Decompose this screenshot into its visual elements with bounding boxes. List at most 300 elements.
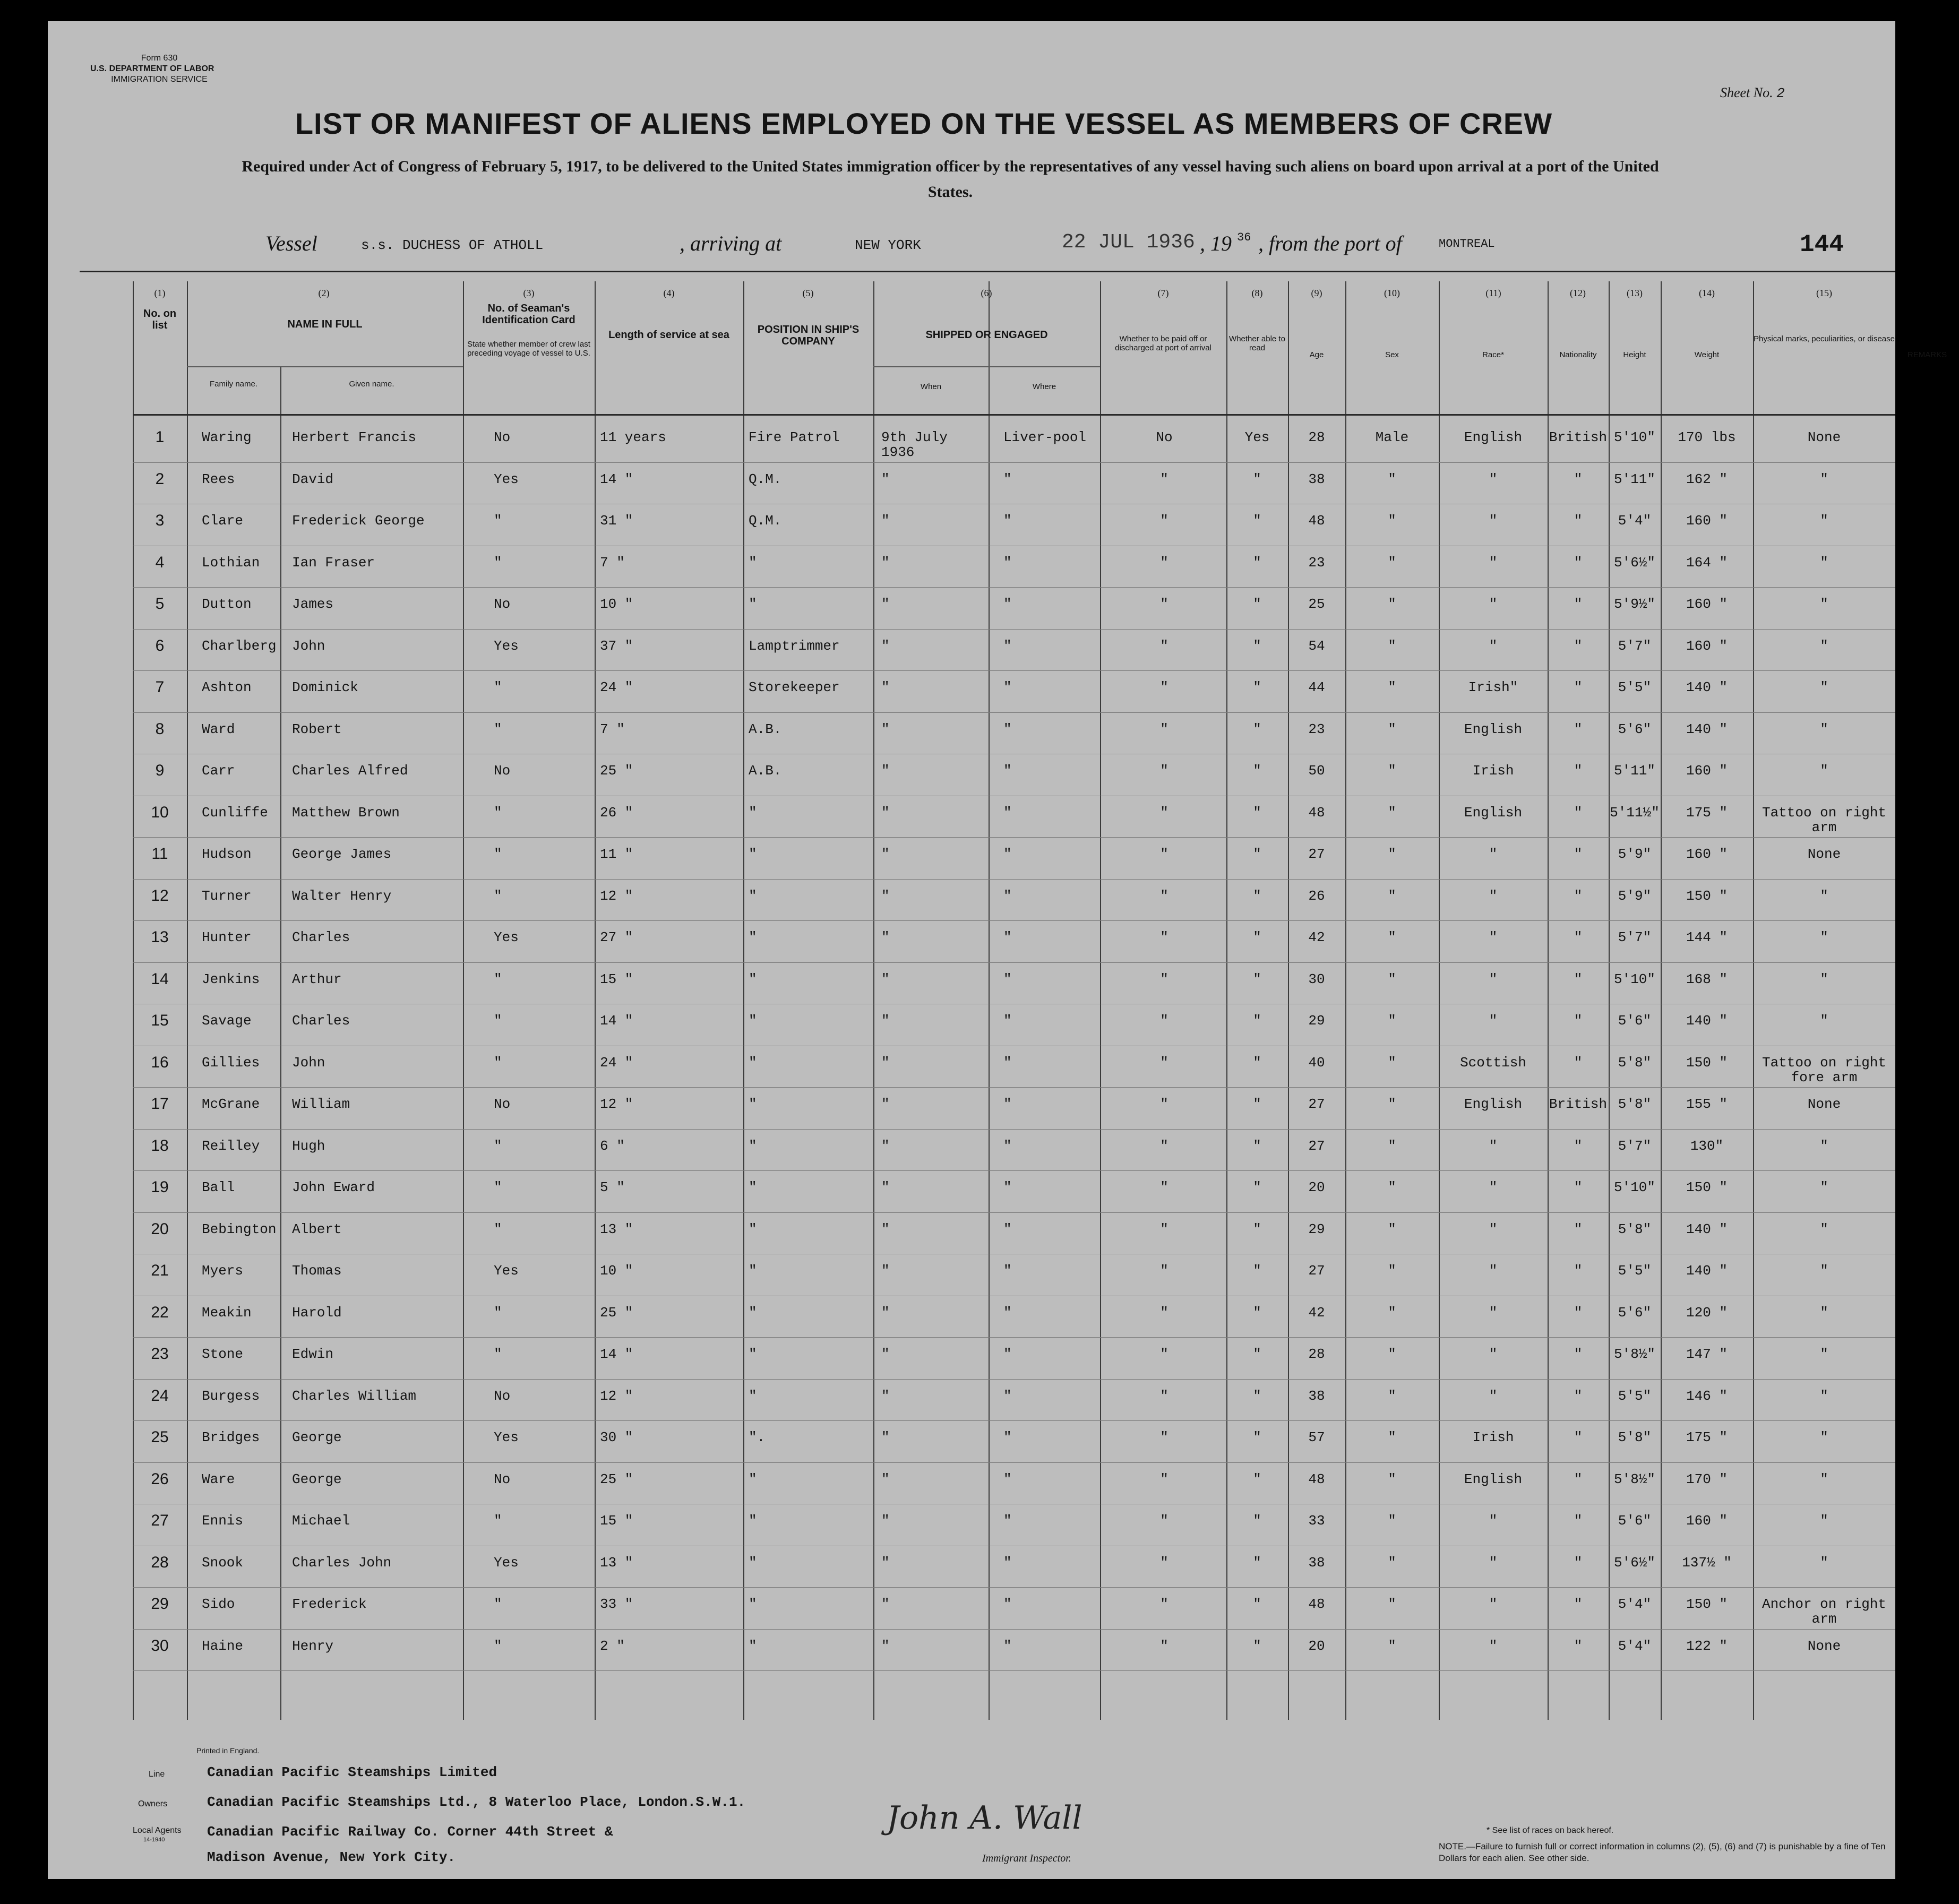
cell-len: 10 " (600, 1263, 633, 1279)
cell-len: 27 " (600, 929, 633, 945)
cell-sex: " (1388, 1471, 1396, 1487)
table-row (133, 1222, 1895, 1254)
cell-age: 48 (1308, 1596, 1325, 1612)
cell-len: 12 " (600, 888, 633, 904)
cell-sex: " (1388, 1513, 1396, 1529)
cell-family: Savage (202, 1013, 252, 1029)
cell-c3: Yes (494, 1263, 519, 1279)
cell-nat: " (1574, 1429, 1583, 1445)
cell-age: 57 (1308, 1429, 1325, 1445)
cell-pos: " (749, 1054, 757, 1071)
cell-height: 5'6" (1618, 1304, 1652, 1321)
cell-age: 38 (1308, 1388, 1325, 1404)
printed-note: Printed in England. (196, 1746, 260, 1755)
cell-read: " (1253, 1596, 1261, 1612)
cell-sex: " (1388, 804, 1396, 821)
column-number: (5) (802, 288, 814, 298)
cell-len: 31 " (600, 513, 633, 529)
cell-race: English (1464, 429, 1523, 445)
cell-where: " (1003, 929, 1012, 945)
cell-no: 27 (151, 1512, 169, 1529)
column-number: (12) (1570, 288, 1586, 298)
cell-no: 29 (151, 1595, 169, 1613)
cell-pos: Q.M. (749, 513, 782, 529)
cell-paid: " (1160, 888, 1168, 904)
cell-height: 5'6" (1618, 721, 1652, 737)
cell-len: 30 " (600, 1429, 633, 1445)
cell-no: 17 (151, 1095, 169, 1113)
cell-where: " (1003, 1638, 1012, 1654)
cell-where: " (1003, 1346, 1012, 1362)
cell-race: " (1489, 971, 1498, 987)
cell-height: 5'8" (1618, 1096, 1652, 1112)
cell-no: 25 (151, 1428, 169, 1446)
row-line (133, 1212, 1895, 1213)
cell-read: Yes (1244, 429, 1270, 445)
cell-when: " (881, 1096, 890, 1112)
cell-read: " (1253, 1554, 1261, 1571)
header-paid-off: Whether to be paid off or discharged at port of arrival (1115, 334, 1212, 352)
cell-marks: " (1820, 1304, 1828, 1321)
cell-len: 25 " (600, 1304, 633, 1321)
row-line (133, 1629, 1895, 1630)
cell-read: " (1253, 513, 1261, 529)
table-row (133, 722, 1895, 754)
cell-marks: None (1807, 1638, 1841, 1654)
cell-nat: " (1574, 1304, 1583, 1321)
cell-pos: A.B. (749, 763, 782, 779)
cell-nat: " (1574, 1388, 1583, 1404)
page-title: LIST OR MANIFEST OF ALIENS EMPLOYED ON THE VESSEL AS MEMBERS OF CREW (295, 107, 1553, 140)
cell-no: 7 (155, 678, 165, 696)
cell-height: 5'5" (1618, 1263, 1652, 1279)
row-line (133, 920, 1895, 921)
cell-sex: " (1388, 471, 1396, 487)
cell-height: 5'5" (1618, 1388, 1652, 1404)
table-row (133, 1180, 1895, 1212)
cell-weight: 137½ " (1682, 1554, 1732, 1571)
cell-c3: No (494, 763, 511, 779)
cell-nat: " (1574, 1013, 1583, 1029)
cell-marks: " (1820, 1388, 1828, 1404)
row-line (133, 1587, 1895, 1588)
cell-sex: " (1388, 513, 1396, 529)
cell-pos: " (749, 804, 757, 821)
cell-paid: " (1160, 763, 1168, 779)
cell-height: 5'6" (1618, 1013, 1652, 1029)
column-number: (10) (1384, 288, 1400, 298)
cell-height: 5'7" (1618, 929, 1652, 945)
cell-weight: 144 " (1686, 929, 1728, 945)
cell-where: " (1003, 1013, 1012, 1029)
cell-pos: " (749, 929, 757, 945)
cell-given: Charles (292, 1013, 350, 1029)
cell-weight: 150 " (1686, 1054, 1728, 1071)
cell-weight: 150 " (1686, 888, 1728, 904)
cell-where: " (1003, 1388, 1012, 1404)
cell-height: 5'8" (1618, 1054, 1652, 1071)
cell-family: Ennis (202, 1513, 244, 1529)
cell-age: 48 (1308, 804, 1325, 821)
cell-given: Charles (292, 929, 350, 945)
cell-len: 14 " (600, 471, 633, 487)
header-race: Race* (1482, 350, 1504, 359)
cell-where: " (1003, 471, 1012, 487)
cell-age: 29 (1308, 1013, 1325, 1029)
cell-c3: " (494, 1513, 502, 1529)
cell-len: 15 " (600, 971, 633, 987)
cell-given: Matthew Brown (292, 804, 400, 821)
cell-paid: " (1160, 596, 1168, 612)
cell-c3: " (494, 1346, 502, 1362)
cell-sex: " (1388, 596, 1396, 612)
cell-c3: Yes (494, 929, 519, 945)
punch-hole (22, 1683, 44, 1704)
cell-height: 5'7" (1618, 637, 1652, 654)
cell-nat: " (1574, 1221, 1583, 1237)
cell-len: 12 " (600, 1388, 633, 1404)
cell-sex: " (1388, 554, 1396, 571)
cell-age: 30 (1308, 971, 1325, 987)
table-row (133, 972, 1895, 1004)
cell-height: 5'4" (1618, 513, 1652, 529)
cell-race: " (1489, 1638, 1498, 1654)
cell-read: " (1253, 1138, 1261, 1154)
cell-when: " (881, 1388, 890, 1404)
cell-no: 14 (151, 970, 169, 988)
cell-given: David (292, 471, 334, 487)
cell-paid: " (1160, 637, 1168, 654)
cell-len: 24 " (600, 679, 633, 695)
cell-where: " (1003, 554, 1012, 571)
cell-pos: " (749, 1596, 757, 1612)
cell-where: " (1003, 1513, 1012, 1529)
cell-marks: None (1807, 1096, 1841, 1112)
cell-len: 26 " (600, 804, 633, 821)
cell-sex: " (1388, 1304, 1396, 1321)
cell-height: 5'10" (1613, 429, 1655, 445)
cell-given: Charles Alfred (292, 763, 408, 779)
cell-weight: 147 " (1686, 1346, 1728, 1362)
cell-read: " (1253, 1179, 1261, 1195)
cell-weight: 130" (1690, 1138, 1724, 1154)
row-line (133, 1087, 1895, 1088)
row-line (133, 1379, 1895, 1380)
line-label: Line (149, 1770, 165, 1779)
column-number: (3) (523, 288, 535, 298)
cell-when: " (881, 1221, 890, 1237)
cell-marks: " (1820, 596, 1828, 612)
cell-when: " (881, 1263, 890, 1279)
cell-when: " (881, 888, 890, 904)
cell-nat: " (1574, 721, 1583, 737)
cell-where: " (1003, 1096, 1012, 1112)
punch-hole (22, 249, 44, 271)
cell-weight: 170 " (1686, 1471, 1728, 1487)
cell-nat: " (1574, 1263, 1583, 1279)
cell-family: Ware (202, 1471, 235, 1487)
cell-when: " (881, 513, 890, 529)
cell-weight: 175 " (1686, 804, 1728, 821)
department: U.S. DEPARTMENT OF LABOR (90, 64, 214, 73)
cell-nat: " (1574, 637, 1583, 654)
cell-pos: " (749, 1346, 757, 1362)
table-row (133, 513, 1895, 546)
cell-nat: " (1574, 1054, 1583, 1071)
agents-code: 14-1940 (143, 1837, 165, 1843)
cell-pos: " (749, 554, 757, 571)
cell-when: " (881, 763, 890, 779)
cell-c3: " (494, 888, 502, 904)
cell-pos: " (749, 1263, 757, 1279)
cell-c3: " (494, 846, 502, 862)
cell-family: Cunliffe (202, 804, 268, 821)
table-row (133, 1305, 1895, 1338)
cell-age: 20 (1308, 1638, 1325, 1654)
cell-read: " (1253, 1013, 1261, 1029)
cell-no: 21 (151, 1262, 169, 1279)
cell-c3: " (494, 971, 502, 987)
cell-family: Ward (202, 721, 235, 737)
cell-marks: " (1820, 929, 1828, 945)
cell-height: 5'11½" (1610, 804, 1660, 821)
header-weight: Weight (1694, 350, 1720, 359)
cell-read: " (1253, 1471, 1261, 1487)
cell-race: " (1489, 1013, 1498, 1029)
column-number: (4) (663, 288, 675, 298)
cell-height: 5'4" (1618, 1638, 1652, 1654)
table-row (133, 1513, 1895, 1546)
cell-read: " (1253, 1513, 1261, 1529)
cell-marks: " (1820, 1263, 1828, 1279)
manifest-table (133, 281, 1947, 1741)
cell-weight: 160 " (1686, 763, 1728, 779)
cell-race: " (1489, 929, 1498, 945)
cell-read: " (1253, 804, 1261, 821)
header-position: POSITION IN SHIP'S COMPANY (757, 324, 860, 347)
cell-given: Arthur (292, 971, 342, 987)
cell-nat: " (1574, 804, 1583, 821)
cell-where: " (1003, 1554, 1012, 1571)
row-line (133, 587, 1895, 588)
cell-when: " (881, 1513, 890, 1529)
cell-no: 9 (155, 762, 165, 779)
cell-pos: Q.M. (749, 471, 782, 487)
cell-race: Irish (1472, 763, 1514, 779)
cell-paid: " (1160, 1638, 1168, 1654)
punch-hole (22, 340, 44, 361)
cell-given: Frederick George (292, 513, 425, 529)
cell-sex: " (1388, 763, 1396, 779)
cell-len: 14 " (600, 1346, 633, 1362)
cell-height: 5'8" (1618, 1429, 1652, 1445)
cell-weight: 160 " (1686, 596, 1728, 612)
cell-nat: " (1574, 513, 1583, 529)
cell-given: George (292, 1471, 342, 1487)
cell-marks: " (1820, 471, 1828, 487)
cell-nat: " (1574, 888, 1583, 904)
cell-c3: Yes (494, 471, 519, 487)
cell-weight: 170 lbs (1678, 429, 1736, 445)
cell-race: Scottish (1460, 1054, 1526, 1071)
cell-len: 2 " (600, 1638, 625, 1654)
table-row (133, 1386, 1895, 1421)
cell-race: " (1489, 513, 1498, 529)
cell-height: 5'6" (1618, 1513, 1652, 1529)
cell-family: Gillies (202, 1054, 260, 1071)
cell-when: " (881, 1179, 890, 1195)
cell-sex: " (1388, 721, 1396, 737)
row-line (133, 670, 1895, 671)
cell-no: 12 (151, 886, 169, 904)
column-number: (1) (154, 288, 166, 298)
cell-family: McGrane (202, 1096, 260, 1112)
cell-race: English (1464, 1471, 1523, 1487)
cell-len: 12 " (600, 1096, 633, 1112)
cell-read: " (1253, 554, 1261, 571)
cell-marks: " (1820, 637, 1828, 654)
cell-marks: " (1820, 1346, 1828, 1362)
cell-pos: " (749, 1388, 757, 1404)
cell-marks: " (1820, 1179, 1828, 1195)
cell-family: Snook (202, 1554, 244, 1571)
cell-len: 5 " (600, 1179, 625, 1195)
cell-when: " (881, 1554, 890, 1571)
cell-pos: " (749, 888, 757, 904)
cell-race: " (1489, 888, 1498, 904)
cell-marks: " (1820, 554, 1828, 571)
cell-len: 37 " (600, 637, 633, 654)
cell-nat: " (1574, 596, 1583, 612)
cell-marks: " (1820, 1471, 1828, 1487)
cell-paid: " (1160, 1513, 1168, 1529)
cell-nat: " (1574, 1638, 1583, 1654)
cell-pos: Fire Patrol (749, 429, 840, 445)
cell-marks: Anchor on right arm (1762, 1596, 1887, 1627)
cell-c3: " (494, 1054, 502, 1071)
cell-marks: " (1820, 1221, 1828, 1237)
cell-age: 26 (1308, 888, 1325, 904)
year-prefix: , 19 (1200, 231, 1232, 255)
cell-family: Turner (202, 888, 252, 904)
cell-sex: " (1388, 1554, 1396, 1571)
row-line (133, 1129, 1895, 1130)
cell-nat: " (1574, 679, 1583, 695)
cell-paid: " (1160, 1471, 1168, 1487)
cell-where: " (1003, 1221, 1012, 1237)
cell-race: Irish" (1468, 679, 1518, 695)
cell-read: " (1253, 888, 1261, 904)
cell-sex: " (1388, 1263, 1396, 1279)
cell-len: 11 years (600, 429, 666, 445)
cell-age: 27 (1308, 846, 1325, 862)
header-height: Height (1623, 350, 1646, 359)
cell-len: 15 " (600, 1513, 633, 1529)
cell-marks: " (1820, 763, 1828, 779)
cell-family: Jenkins (202, 971, 260, 987)
cell-when: " (881, 1138, 890, 1154)
header-where: Where (1032, 382, 1056, 391)
cell-read: " (1253, 971, 1261, 987)
cell-race: " (1489, 1263, 1498, 1279)
cell-given: William (292, 1096, 350, 1112)
cell-pos: " (749, 596, 757, 612)
cell-age: 54 (1308, 637, 1325, 654)
cell-family: Hunter (202, 929, 252, 945)
cell-len: 13 " (600, 1221, 633, 1237)
cell-given: John (292, 1054, 325, 1071)
race-note: * See list of races on back hereof. (1487, 1826, 1614, 1835)
service: IMMIGRATION SERVICE (111, 75, 208, 84)
cell-sex: " (1388, 929, 1396, 945)
cell-family: Haine (202, 1638, 244, 1654)
column-number: (9) (1311, 288, 1322, 298)
cell-when: " (881, 1013, 890, 1029)
cell-nat: " (1574, 1179, 1583, 1195)
cell-paid: " (1160, 1054, 1168, 1071)
cell-pos: " (749, 846, 757, 862)
cell-c3: Yes (494, 1554, 519, 1571)
cell-nat: " (1574, 929, 1583, 945)
cell-race: English (1464, 1096, 1523, 1112)
cell-given: James (292, 596, 334, 612)
cell-no: 4 (155, 553, 165, 571)
cell-age: 20 (1308, 1179, 1325, 1195)
cell-race: Irish (1472, 1429, 1514, 1445)
table-row (133, 430, 1895, 462)
cell-family: Lothian (202, 554, 260, 571)
cell-when: " (881, 1346, 890, 1362)
cell-c3: " (494, 721, 502, 737)
cell-given: Albert (292, 1221, 342, 1237)
header-remarks: REMARKS (1907, 350, 1947, 359)
cell-nat: British (1549, 429, 1608, 445)
header-id-card: No. of Seaman's Identification Card (482, 303, 575, 326)
cell-where: " (1003, 846, 1012, 862)
cell-c3: No (494, 1388, 511, 1404)
table-row (133, 597, 1895, 629)
column-number: (2) (318, 288, 330, 298)
cell-no: 28 (151, 1553, 169, 1571)
cell-pos: " (749, 1554, 757, 1571)
cell-marks: " (1820, 679, 1828, 695)
cell-when: " (881, 471, 890, 487)
cell-sex: " (1388, 1054, 1396, 1071)
cell-where: " (1003, 1138, 1012, 1154)
cell-height: 5'7" (1618, 1138, 1652, 1154)
cell-race: " (1489, 1304, 1498, 1321)
cell-pos: Storekeeper (749, 679, 840, 695)
cell-weight: 140 " (1686, 1263, 1728, 1279)
cell-age: 38 (1308, 1554, 1325, 1571)
cell-pos: " (749, 1471, 757, 1487)
cell-no: 6 (155, 636, 165, 654)
cell-len: 25 " (600, 763, 633, 779)
cell-given: George (292, 1429, 342, 1445)
cell-given: Henry (292, 1638, 334, 1654)
table-row (133, 472, 1895, 504)
cell-age: 38 (1308, 471, 1325, 487)
cell-family: Carr (202, 763, 235, 779)
shipped-subrule (873, 366, 1100, 367)
column-number: (6) (981, 288, 992, 298)
cell-weight: 160 " (1686, 846, 1728, 862)
cell-no: 23 (151, 1345, 169, 1363)
cell-marks: " (1820, 513, 1828, 529)
cell-marks: None (1807, 429, 1841, 445)
row-line (133, 1170, 1895, 1171)
cell-sex: " (1388, 1388, 1396, 1404)
